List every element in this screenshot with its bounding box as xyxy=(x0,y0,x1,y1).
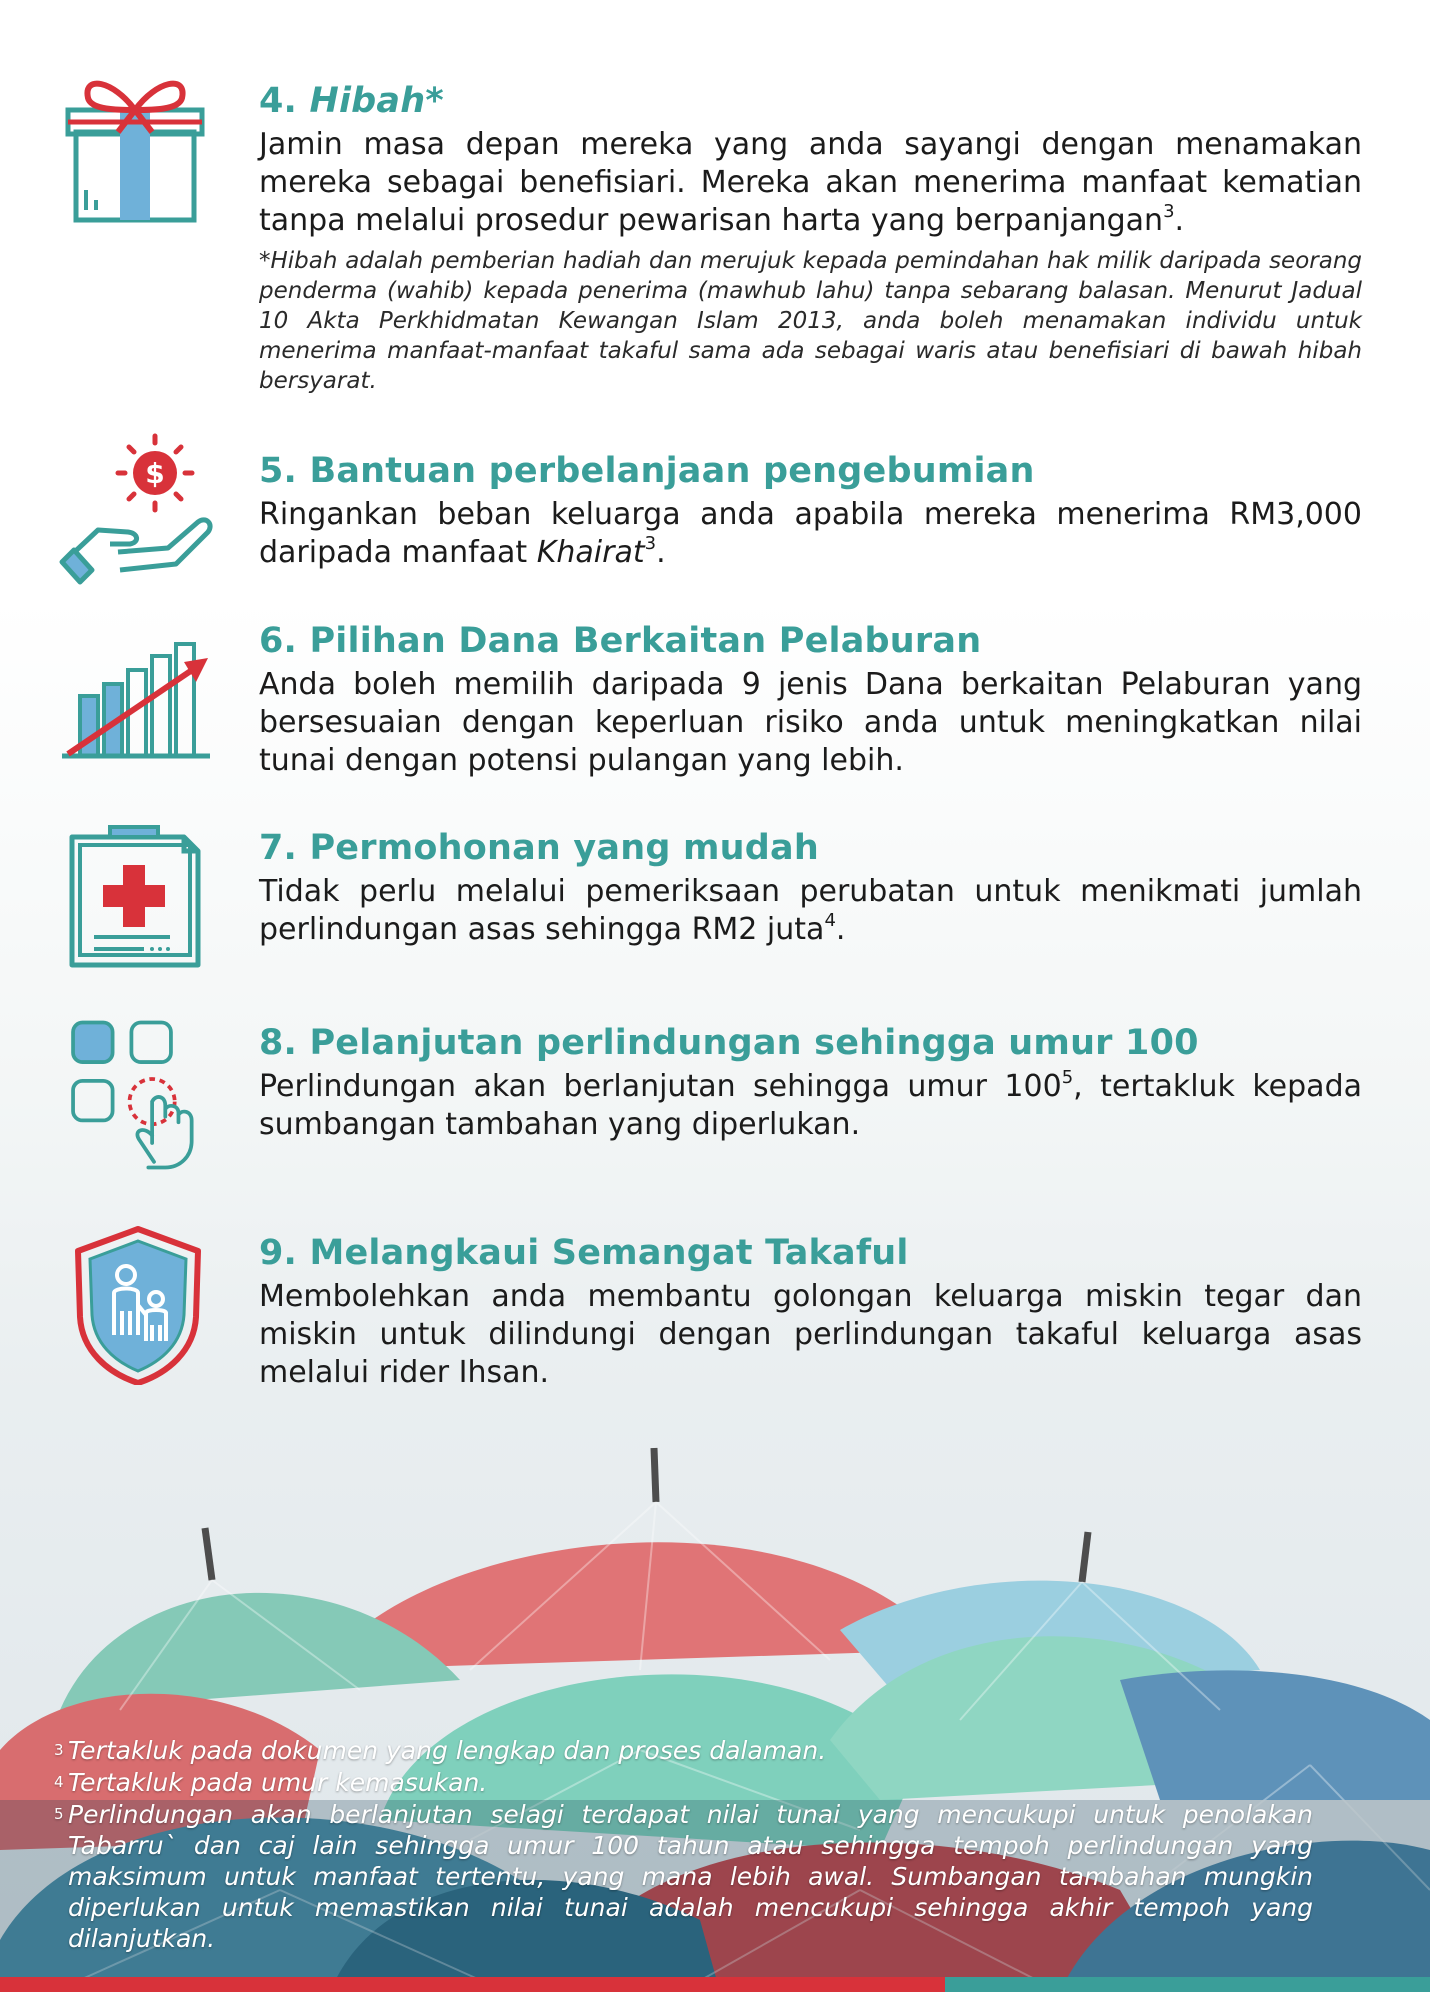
section-body: Jamin masa depan mereka yang anda sayangi dengan menamakan mereka sebagai benefisiari. Mereka akan menerima manfaat kematian tanpa melalui prosedur pewarisan harta yang berpanjangan$^3$. xyxy=(259,127,1362,238)
footnote: 3 Tertakluk pada dokumen yang lengkap dan proses dalaman. xyxy=(54,1736,827,1765)
section-text xyxy=(259,1022,1362,1144)
section-text xyxy=(259,1232,1362,1392)
section-title: 6. Pilihan Dana Berkaitan Pelaburan xyxy=(259,621,982,661)
touch-apps-icon xyxy=(58,1015,218,1175)
hand-money-icon xyxy=(58,430,218,590)
bottom-color-bar xyxy=(0,1977,1430,1992)
section-title: 5. Bantuan perbelanjaan pengebumian xyxy=(259,451,1035,491)
section-text xyxy=(259,450,1362,572)
section-body: Tidak perlu melalui pemeriksaan perubatan untuk menikmati jumlah perlindungan asas sehingga RM2 juta$^4$. xyxy=(259,874,1362,947)
bottom-bar-red xyxy=(0,1977,945,1992)
section-body: Perlindungan akan berlanjutan sehingga umur $100^5$, tertakluk kepada sumbangan tambahan yang diperlukan. xyxy=(259,1067,1362,1142)
footnote: 5 Perlindungan akan berlanjutan selagi terdapat nilai tunai yang mencukupi untuk penolakan Tabarru` dan caj lain sehingga umur 100 tahun atau sehingga tempoh perlindungan yang maksimum untuk manfaat tertentu, yang mana lebih awal. Sumbangan tambahan mungkin diperlukan untuk memastikan nilai tunai adalah mencukupi sehingga akhir tempoh yang dilanjutkan. xyxy=(54,1800,1313,1953)
section-text xyxy=(259,620,1362,780)
section-title: 7. Permohonan yang mudah xyxy=(259,828,819,868)
section-title: 4. Hibah* xyxy=(259,81,444,121)
section-text xyxy=(259,80,1362,396)
footnote: 4 Tertakluk pada umur kemasukan. xyxy=(54,1768,488,1797)
section-text xyxy=(259,827,1362,949)
section-title: 8. Pelanjutan perlindungan sehingga umur 100 xyxy=(259,1023,1199,1063)
growth-chart-icon xyxy=(58,626,218,786)
section-body: Ringankan beban keluarga anda apabila mereka menerima RM3,000 daripada manfaat Khairat$^3$. xyxy=(259,497,1362,570)
hibah-note: *Hibah adalah pemberian hadiah dan merujuk kepada pemindahan hak milik daripada seorang penderma (wahib) kepada penerima (mawhub lahu) tanpa sebarang balasan. Menurut Jadual 10 Akta Perkhidmatan Kewangan Islam 2013, anda boleh menamakan individu untuk menerima manfaat-manfaat takaful sama ada sebagai waris atau benefisiari di bawah hibah bersyarat. xyxy=(259,248,1362,394)
medical-clipboard-icon xyxy=(58,815,218,975)
svg-text:$: $ xyxy=(145,457,165,490)
bottom-bar-teal xyxy=(945,1977,1430,1992)
section-title: 9. Melangkaui Semangat Takaful xyxy=(259,1233,909,1273)
family-shield-icon xyxy=(58,1225,218,1385)
gift-icon xyxy=(58,70,218,230)
section-body: Anda boleh memilih daripada 9 jenis Dana berkaitan Pelaburan yang bersesuaian dengan keperluan risiko anda untuk meningkatkan nilai tunai dengan potensi pulangan yang lebih. xyxy=(259,667,1362,778)
section-body: Membolehkan anda membantu golongan keluarga miskin tegar dan miskin untuk dilindungi dengan perlindungan takaful keluarga asas melalui rider Ihsan. xyxy=(259,1279,1362,1390)
